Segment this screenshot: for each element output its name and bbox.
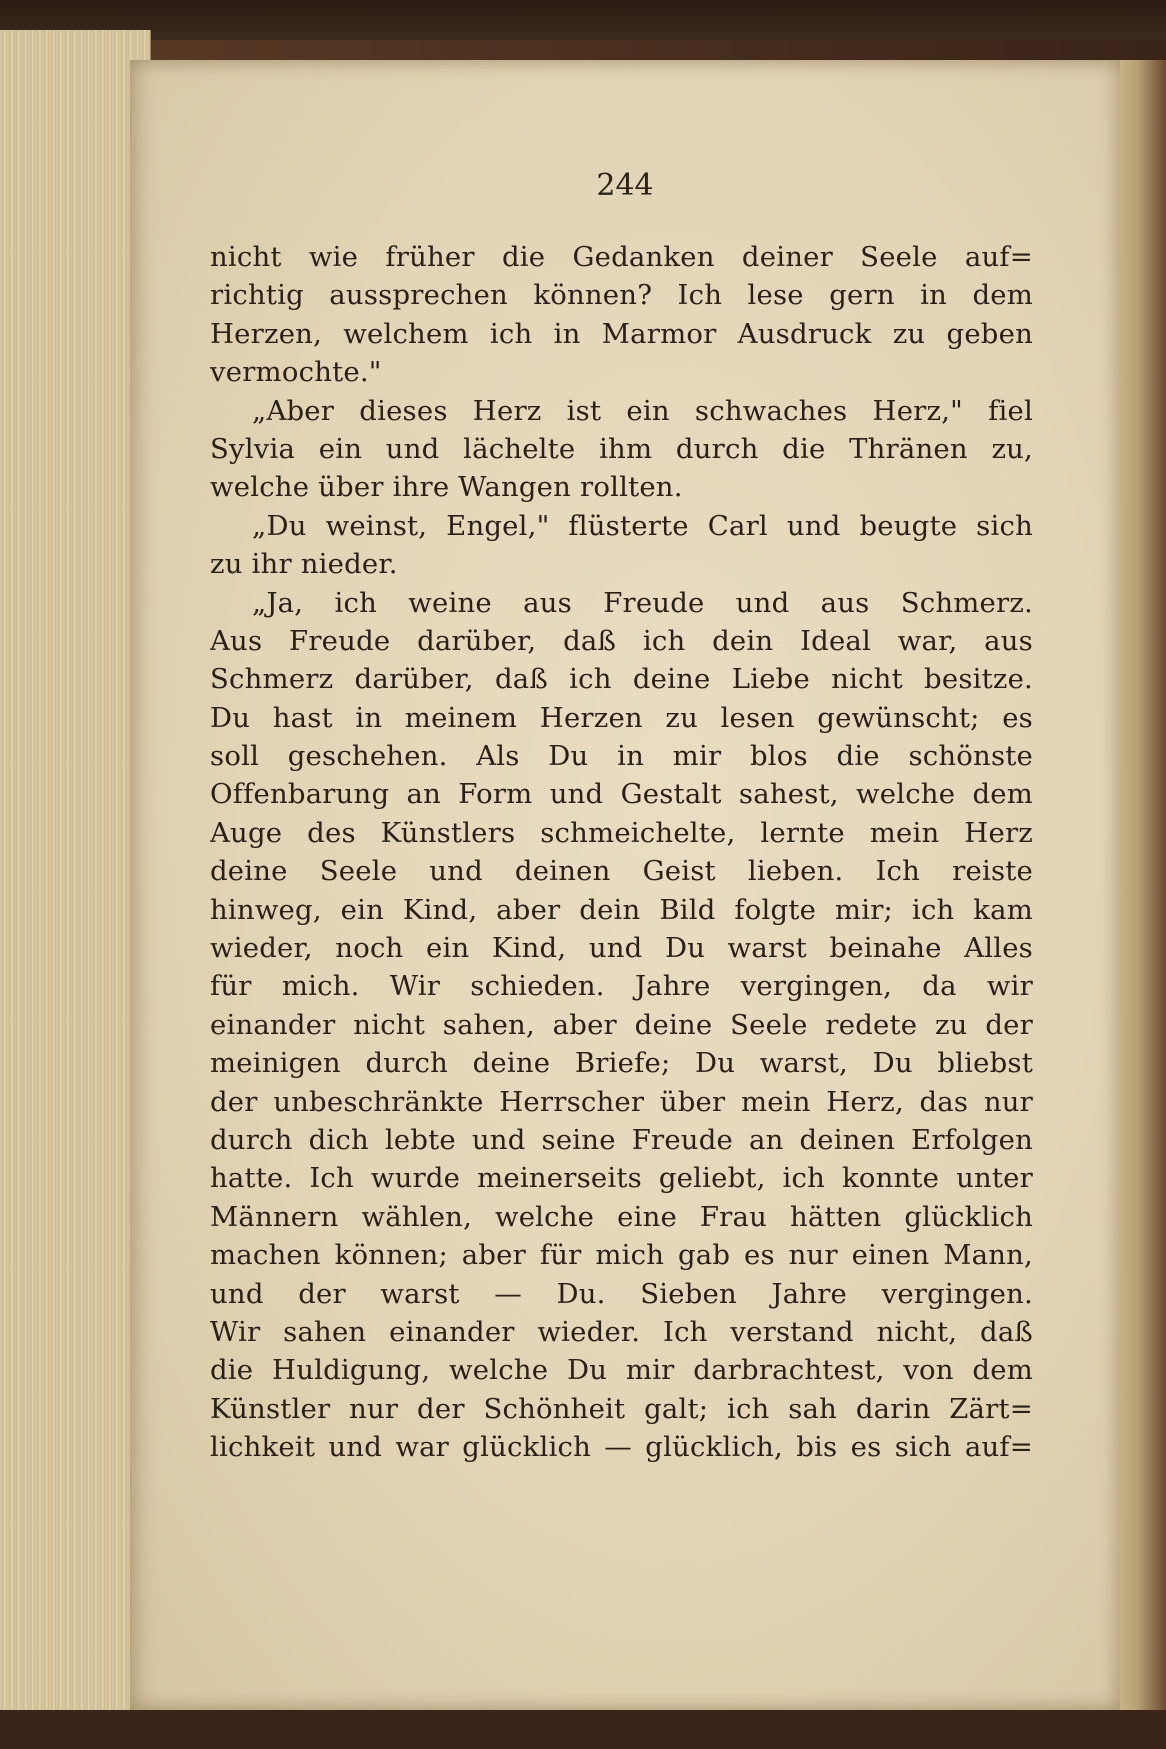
background-top [0, 0, 1166, 40]
text-line: welche über ihre Wangen rollten. [210, 471, 683, 504]
text-line: Offenbarung an Form und Gestalt sahest, welche dem [210, 778, 1033, 811]
text-line: Aus Freude darüber, daß ich dein Ideal war, aus [210, 624, 1033, 657]
text-line: wieder, noch ein Kind, und Du warst beinahe Alles [210, 932, 1033, 965]
text-line: „Aber dieses Herz ist ein schwaches Herz," fiel [252, 394, 1033, 427]
text-line: soll geschehen. Als Du in mir blos die schönste [210, 740, 1033, 773]
text-line: meinigen durch deine Briefe; Du warst, Du bliebst [210, 1047, 1033, 1080]
text-line: und der warst — Du. Sieben Jahre vergingen. [210, 1277, 1033, 1310]
text-line: deine Seele und deinen Geist lieben. Ich reiste [210, 855, 1033, 888]
text-line: „Ja, ich weine aus Freude und aus Schmerz. [252, 586, 1033, 619]
text-line: „Du weinst, Engel," flüsterte Carl und beugte sich [252, 509, 1033, 542]
text-line: lichkeit und war glücklich — glücklich, bis es sich auf= [210, 1431, 1033, 1464]
text-line: Herzen, welchem ich in Marmor Ausdruck zu geben [210, 317, 1033, 350]
text-line: Sylvia ein und lächelte ihm durch die Thränen zu, [210, 432, 1033, 465]
text-line: Schmerz darüber, daß ich deine Liebe nicht besitze. [210, 663, 1033, 696]
text-line: Künstler nur der Schönheit galt; ich sah darin Zärt= [210, 1392, 1033, 1425]
stacked-page-edges [0, 30, 151, 1720]
page-number: 244 [596, 168, 654, 203]
text-line: hatte. Ich wurde meinerseits geliebt, ich konnte unter [210, 1162, 1033, 1195]
text-line: der unbeschränkte Herrscher über mein Herz, das nur [210, 1085, 1033, 1118]
text-line: Männern wählen, welche eine Frau hätten glücklich [210, 1200, 1033, 1233]
text-line: hinweg, ein Kind, aber dein Bild folgte mir; ich kam [210, 893, 1033, 926]
text-line: richtig aussprechen können? Ich lese gern in dem [210, 279, 1033, 312]
page-right-edge [1118, 60, 1166, 1710]
text-line: die Huldigung, welche Du mir darbrachtest, von dem [210, 1354, 1033, 1387]
text-line: zu ihr nieder. [210, 548, 398, 581]
text-line: machen können; aber für mich gab es nur einen Mann, [210, 1239, 1033, 1272]
book-page [130, 60, 1120, 1710]
text-line: Wir sahen einander wieder. Ich verstand nicht, daß [210, 1315, 1033, 1348]
text-line: nicht wie früher die Gedanken deiner Seele auf= [210, 241, 1033, 273]
text-line: vermochte." [210, 356, 382, 389]
text-line: einander nicht sahen, aber deine Seele redete zu der [210, 1008, 1033, 1041]
text-line: durch dich lebte und seine Freude an deinen Erfolgen [210, 1123, 1033, 1156]
page-text [210, 238, 1033, 1467]
background-bottom [0, 1710, 1166, 1749]
text-line: Auge des Künstlers schmeichelte, lernte mein Herz [210, 816, 1033, 849]
text-line: Du hast in meinem Herzen zu lesen gewünscht; es [210, 701, 1033, 734]
text-line: für mich. Wir schieden. Jahre vergingen, da wir [210, 970, 1033, 1003]
